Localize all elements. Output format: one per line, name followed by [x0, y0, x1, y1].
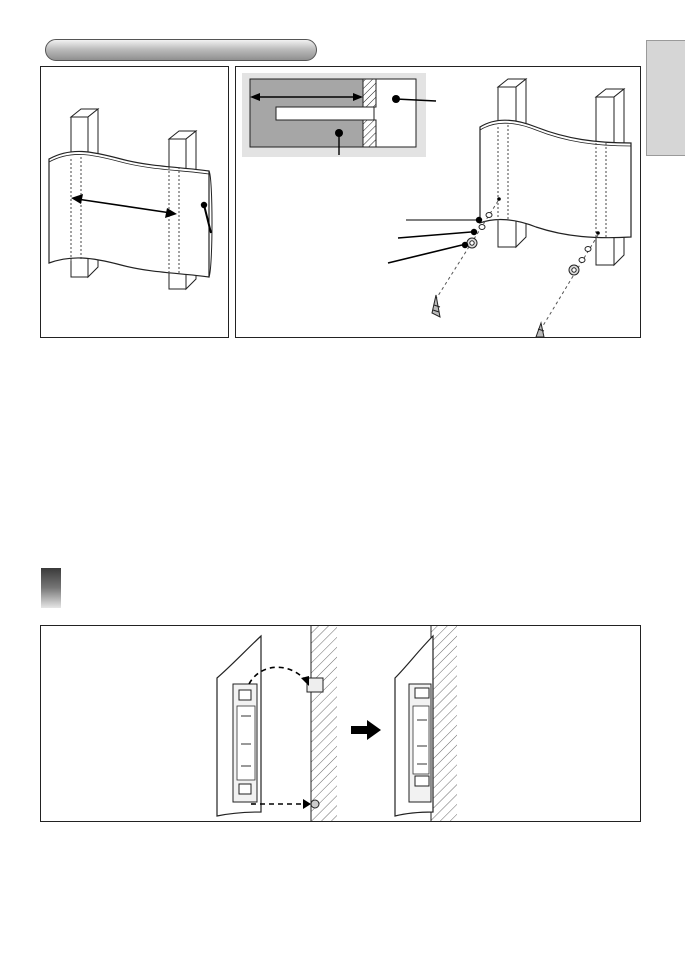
wall-hanging-diagram [40, 625, 641, 822]
mounting-screw-diagram [235, 66, 641, 338]
language-side-tab [646, 40, 685, 156]
stud-distance-diagram [40, 66, 229, 338]
section-marker [41, 568, 61, 608]
stud-distance-illustration [41, 67, 228, 337]
mounting-screw-illustration [236, 67, 640, 337]
wall-hanging-illustration [41, 626, 640, 821]
section-header-bar [45, 39, 317, 61]
